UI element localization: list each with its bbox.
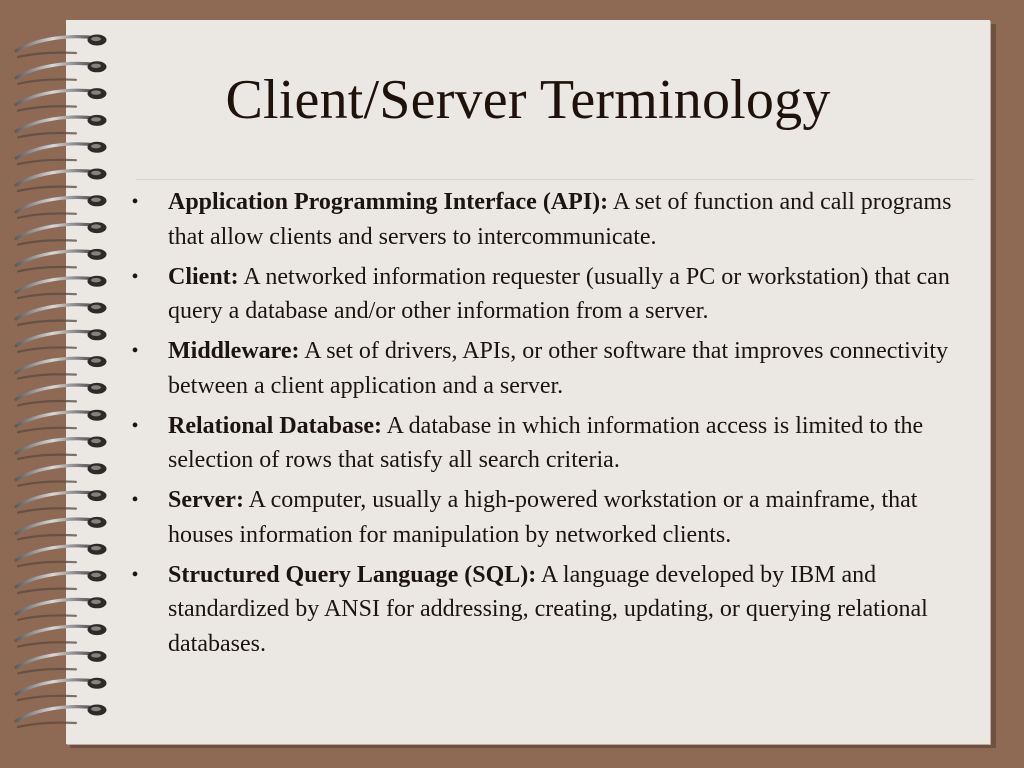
spiral-wire-loop (16, 37, 98, 51)
binding-hole-highlight (91, 385, 101, 389)
bullet-point: • (131, 191, 139, 213)
definition: A networked information requester (usually a PC or workstation) that can query a database and/or other information from a server. (168, 263, 950, 324)
spiral-wire-loop (16, 305, 98, 319)
spiral-wire-loop (16, 171, 98, 185)
binding-hole-highlight (91, 626, 101, 630)
binding-hole-highlight (91, 37, 101, 41)
spiral-wire-shadow (18, 428, 76, 432)
spiral-wire-loop (16, 385, 98, 399)
term: Client: (168, 263, 239, 290)
spiral-wire-loop (16, 224, 98, 238)
spiral-wire-loop (16, 653, 98, 667)
spiral-wire-loop (16, 439, 98, 453)
spiral-wire-loop (16, 197, 98, 211)
spiral-wire-shadow (18, 160, 76, 164)
term: Server: (168, 487, 244, 513)
list-item-relational-database (126, 409, 968, 478)
spiral-wire-loop (16, 626, 98, 640)
spiral-wire-shadow (18, 213, 76, 217)
spiral-wire-loop (16, 546, 98, 560)
spiral-wire-shadow (18, 642, 76, 646)
binding-hole-highlight (91, 224, 101, 228)
spiral-wire-shadow (18, 294, 76, 298)
spiral-wire-shadow (18, 562, 76, 566)
spiral-wire-shadow (18, 535, 76, 539)
spiral-wire-shadow (18, 133, 76, 137)
spiral-wire-shadow (18, 723, 76, 727)
spiral-wire-shadow (18, 187, 76, 191)
term: Relational Database: (168, 412, 382, 439)
spiral-wire-loop (16, 465, 98, 479)
spiral-wire-shadow (18, 53, 76, 57)
binding-hole-highlight (91, 412, 101, 416)
spiral-wire-loop (16, 573, 98, 587)
list-item-server (126, 483, 968, 552)
terminology-list (126, 185, 968, 667)
binding-hole-highlight (91, 64, 101, 68)
binding-hole-highlight (91, 519, 101, 523)
definition: A computer, usually a high-powered workstation or a mainframe, that houses information for manipulation by networked clients. (168, 487, 918, 548)
spiral-wire-shadow (18, 374, 76, 378)
spiral-wire-shadow (18, 240, 76, 244)
binding-hole-highlight (91, 492, 101, 496)
spiral-wire-loop (16, 412, 98, 426)
spiral-wire-shadow (18, 321, 76, 325)
spiral-wire-shadow (18, 696, 76, 700)
term: Middleware: (168, 338, 300, 364)
bullet-point: • (131, 340, 139, 362)
binding-hole-highlight (91, 305, 101, 309)
spiral-wire-shadow (18, 481, 76, 485)
binding-hole-highlight (91, 144, 101, 148)
spiral-wire-shadow (18, 615, 76, 619)
binding-hole-highlight (91, 278, 101, 282)
binding-hole-highlight (91, 707, 101, 711)
spiral-wire-shadow (18, 589, 76, 593)
definition: A set of function and call programs that allow clients and servers to intercommunicate. (168, 189, 952, 250)
binding-hole-highlight (91, 680, 101, 684)
spiral-wire-shadow (18, 267, 76, 271)
definition: A set of drivers, APIs, or other software that improves connectivity between a client application and a server. (168, 338, 949, 399)
binding-hole-highlight (91, 332, 101, 336)
binding-hole-highlight (91, 546, 101, 550)
binding-hole-highlight (91, 466, 101, 470)
spiral-wire-loop (16, 680, 98, 694)
definition: A database in which information access is limited to the selection of rows that satisfy all search criteria. (168, 412, 924, 473)
spiral-wire-loop (16, 251, 98, 265)
binding-hole-highlight (91, 439, 101, 443)
binding-hole-highlight (91, 358, 101, 362)
spiral-wire-loop (16, 144, 98, 158)
title-divider (136, 179, 974, 180)
list-item-middleware (126, 334, 968, 403)
bullet-point: • (131, 414, 139, 437)
spiral-wire-loop (16, 519, 98, 533)
spiral-wire-shadow (18, 508, 76, 512)
bullet-point: • (131, 265, 139, 288)
binding-hole-highlight (91, 653, 101, 657)
list-item-api (126, 185, 968, 254)
spiral-wire-loop (16, 707, 98, 721)
bullet-point: • (131, 563, 139, 586)
binding-hole-highlight (91, 600, 101, 604)
list-item-sql (126, 558, 968, 662)
definition: A language developed by IBM and standardized by ANSI for addressing, creating, updating, or querying relational databases. (168, 561, 928, 657)
term: Application Programming Interface (API): (168, 189, 609, 215)
term: Structured Query Language (SQL): (168, 561, 537, 588)
spiral-wire-shadow (18, 669, 76, 673)
bullet-point: • (131, 489, 139, 511)
spiral-wire-loop (16, 358, 98, 372)
spiral-wire-loop (16, 278, 98, 292)
spiral-wire-shadow (18, 401, 76, 405)
binding-hole-highlight (91, 251, 101, 255)
binding-hole-highlight (91, 573, 101, 577)
spiral-wire-loop (16, 492, 98, 506)
slide-title: Client/Server Terminology (225, 69, 831, 131)
spiral-wire-loop (16, 331, 98, 345)
binding-hole-highlight (91, 171, 101, 175)
spiral-wire-loop (16, 599, 98, 613)
spiral-wire-shadow (18, 347, 76, 351)
list-item-client (126, 260, 968, 329)
spiral-wire-shadow (18, 455, 76, 459)
binding-hole-highlight (91, 198, 101, 202)
